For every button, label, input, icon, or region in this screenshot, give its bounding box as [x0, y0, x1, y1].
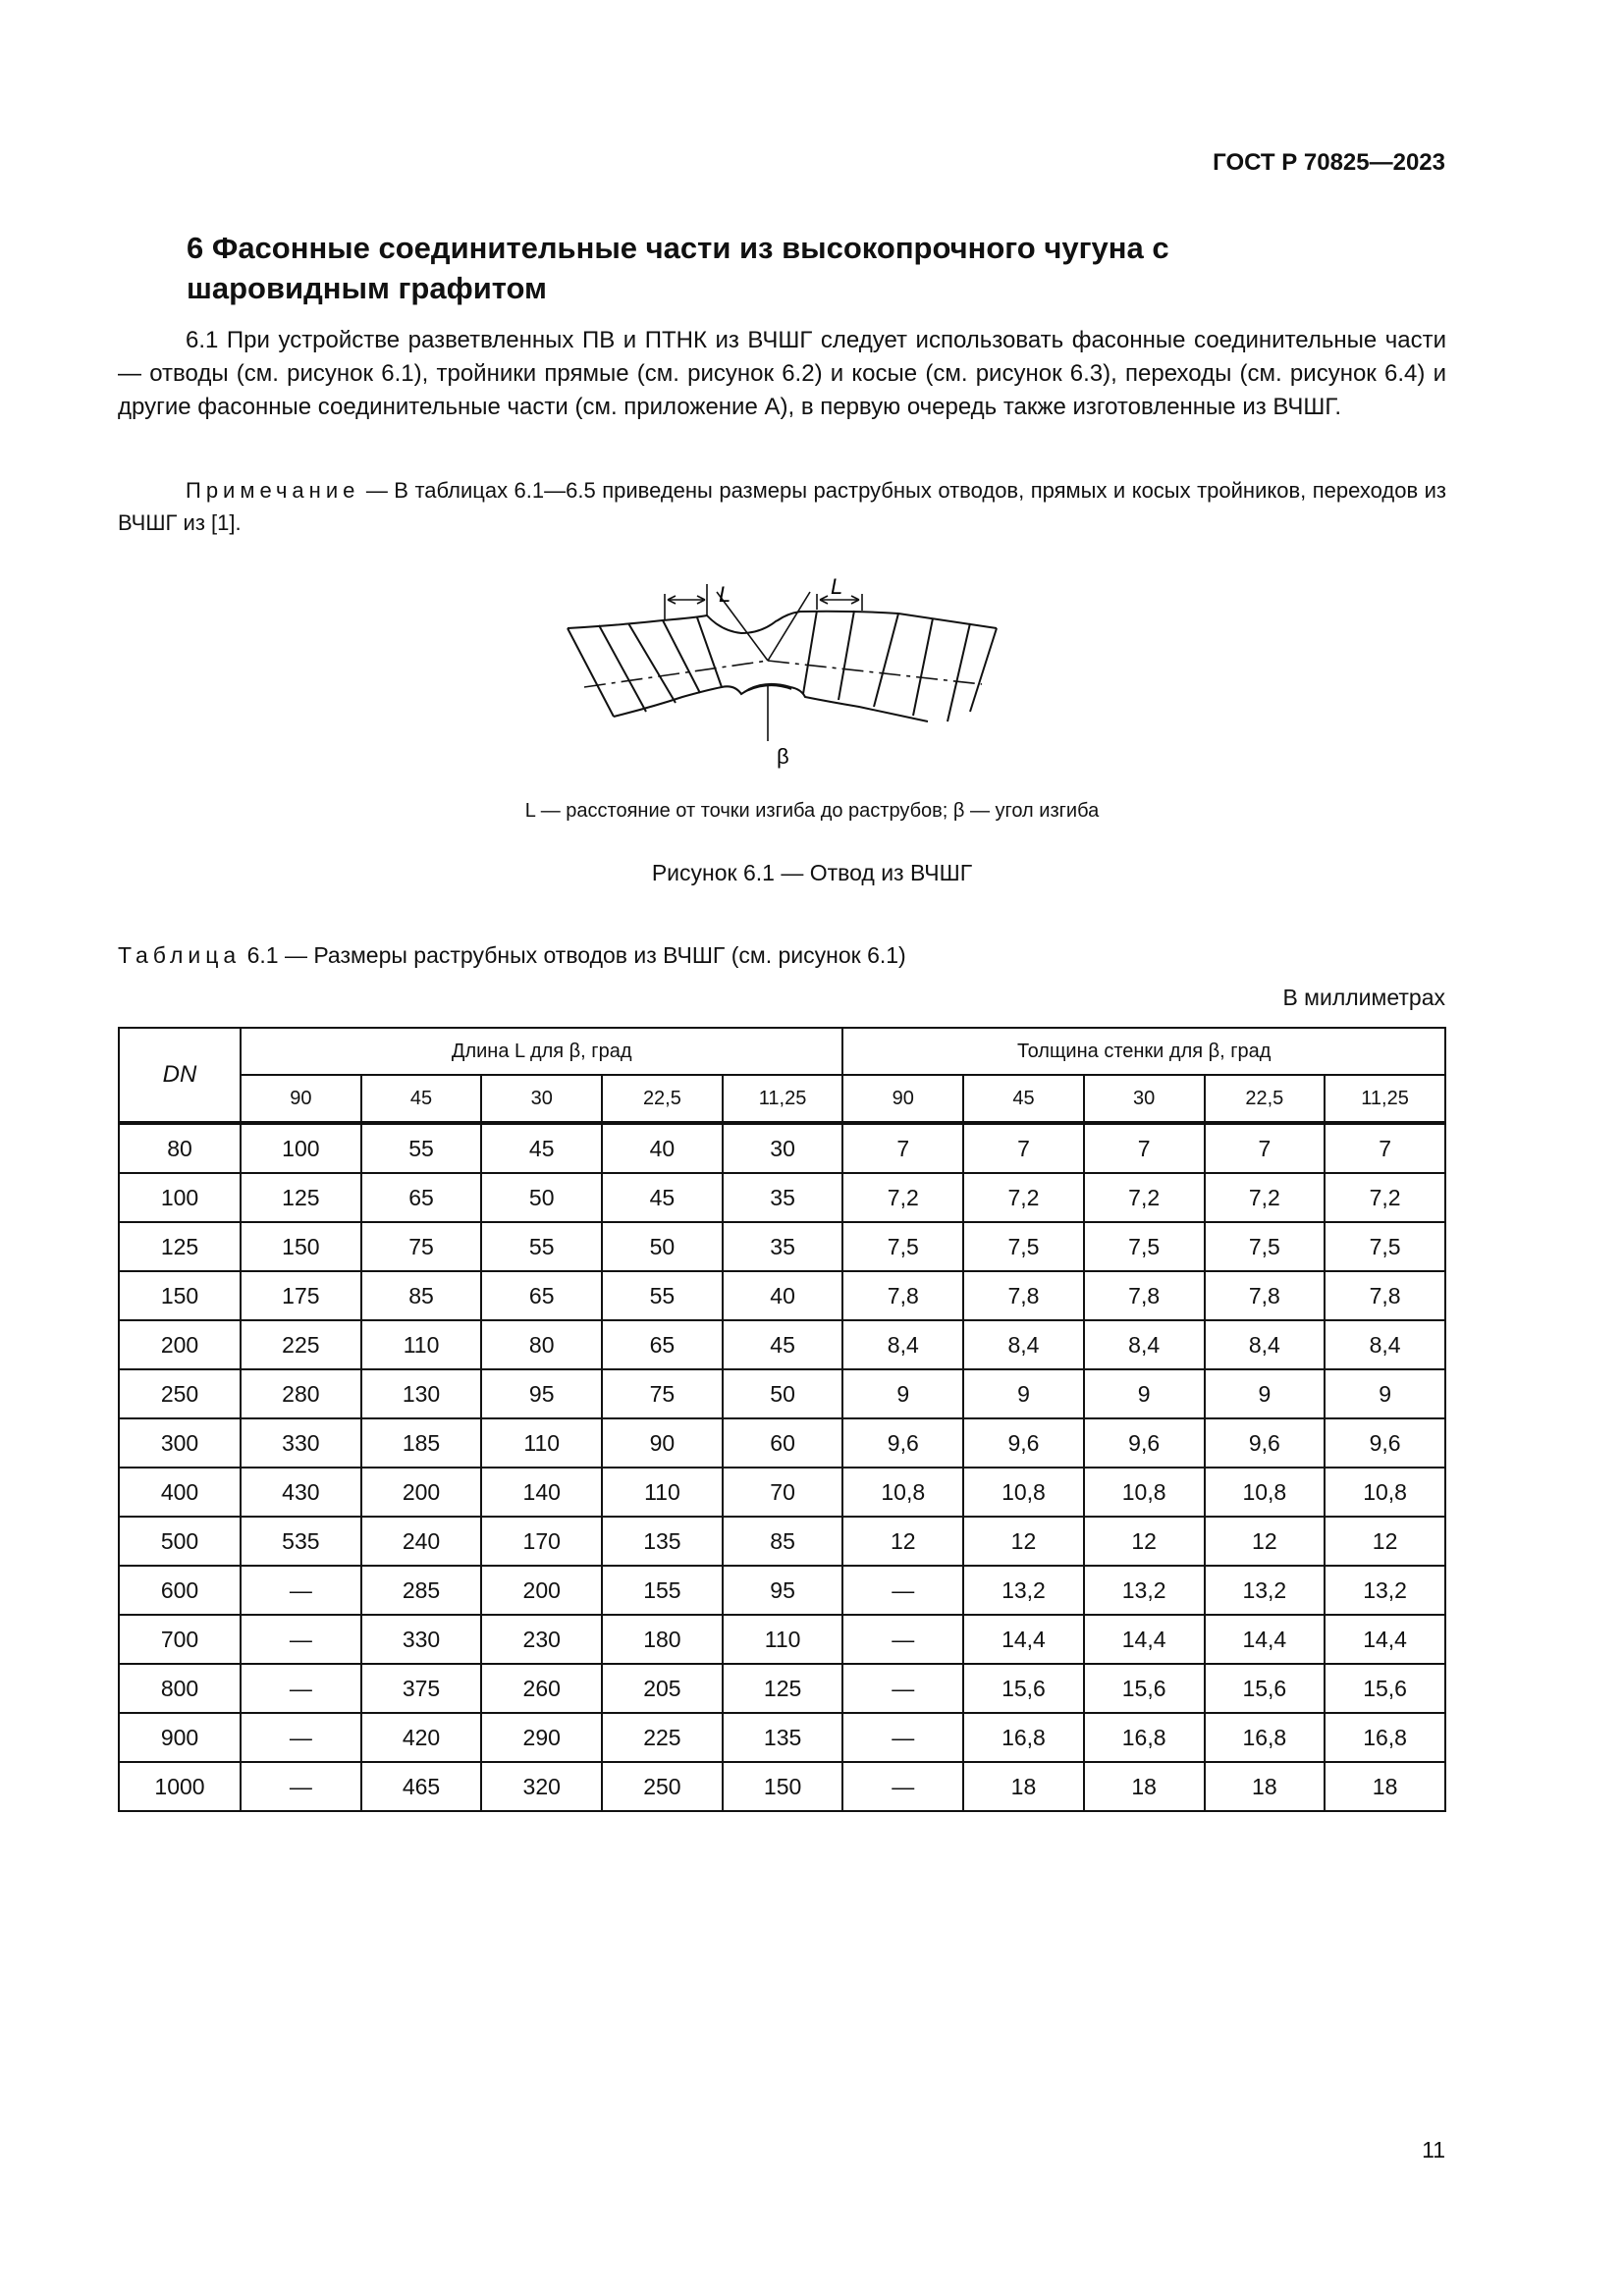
- angle-header: 22,5: [1205, 1075, 1326, 1123]
- table-cell: 135: [723, 1713, 843, 1762]
- table-cell: 15,6: [963, 1664, 1084, 1713]
- angle-header: 30: [481, 1075, 602, 1123]
- table-cell: 8,4: [1205, 1320, 1326, 1369]
- table-cell: 430: [241, 1468, 361, 1517]
- table-cell: 7,8: [842, 1271, 963, 1320]
- table-cell: 30: [723, 1123, 843, 1173]
- figure-legend: L — расстояние от точки изгиба до раструбов; β — угол изгиба: [524, 800, 1100, 822]
- table-cell: 10,8: [1325, 1468, 1445, 1517]
- table-cell: 14,4: [963, 1615, 1084, 1664]
- table-cell: 135: [602, 1517, 723, 1566]
- table-cell: 7,2: [1084, 1173, 1205, 1222]
- table-cell: 185: [361, 1418, 482, 1468]
- table-cell: 9: [1325, 1369, 1445, 1418]
- table-cell: 13,2: [1325, 1566, 1445, 1615]
- table-row: [119, 1123, 1445, 1173]
- table-cell: 10,8: [842, 1468, 963, 1517]
- table-cell: 9: [1205, 1369, 1326, 1418]
- table-cell: 12: [1084, 1517, 1205, 1566]
- table-cell: 13,2: [1205, 1566, 1326, 1615]
- table-cell: 35: [723, 1222, 843, 1271]
- table-cell: 150: [241, 1222, 361, 1271]
- table-cell: 290: [481, 1713, 602, 1762]
- axis-left: [584, 661, 768, 687]
- table-row: [119, 1517, 1445, 1566]
- table-cell: 7,5: [842, 1222, 963, 1271]
- table-cell: 85: [723, 1517, 843, 1566]
- table-cell: 9,6: [1084, 1418, 1205, 1468]
- dn-cell: 250: [119, 1369, 241, 1418]
- table-cell: 95: [481, 1369, 602, 1418]
- angle-header: 22,5: [602, 1075, 723, 1123]
- table-cell: 110: [723, 1615, 843, 1664]
- table-cell: 8,4: [842, 1320, 963, 1369]
- table-cell: 7,2: [963, 1173, 1084, 1222]
- table-cell: 10,8: [963, 1468, 1084, 1517]
- pipe-outline-bottom: [614, 684, 928, 721]
- table-cell: 45: [723, 1320, 843, 1369]
- table-cell: 7,2: [842, 1173, 963, 1222]
- table-cell: 8,4: [963, 1320, 1084, 1369]
- table-cell: 40: [723, 1271, 843, 1320]
- table-cell: 125: [723, 1664, 843, 1713]
- table-cell: 16,8: [963, 1713, 1084, 1762]
- table-cell: 55: [602, 1271, 723, 1320]
- table-cell: 125: [241, 1173, 361, 1222]
- table-row: [119, 1566, 1445, 1615]
- table-cell: 7: [963, 1123, 1084, 1173]
- table-cell: 9,6: [963, 1418, 1084, 1468]
- table-cell: 9: [963, 1369, 1084, 1418]
- table-cell: 7,8: [1325, 1271, 1445, 1320]
- table-cell: 65: [602, 1320, 723, 1369]
- dn-cell: 1000: [119, 1762, 241, 1811]
- table-cell: 12: [842, 1517, 963, 1566]
- angle-header: 90: [241, 1075, 361, 1123]
- table-row: [119, 1468, 1445, 1517]
- table-cell: 110: [602, 1468, 723, 1517]
- dn-cell: 500: [119, 1517, 241, 1566]
- table-cell: 18: [1325, 1762, 1445, 1811]
- table-cell: 50: [481, 1173, 602, 1222]
- table-cell: 8,4: [1084, 1320, 1205, 1369]
- table-cell: 90: [602, 1418, 723, 1468]
- table-row: [119, 1271, 1445, 1320]
- document-header: ГОСТ Р 70825—2023: [1213, 149, 1445, 176]
- table-cell: 140: [481, 1468, 602, 1517]
- table-cell: 7,2: [1325, 1173, 1445, 1222]
- table-cell: 225: [602, 1713, 723, 1762]
- table-cell: 60: [723, 1418, 843, 1468]
- table-row: [119, 1369, 1445, 1418]
- table-cell: 420: [361, 1713, 482, 1762]
- table-cell: 110: [481, 1418, 602, 1468]
- table-cell: 12: [963, 1517, 1084, 1566]
- table-cell: 55: [481, 1222, 602, 1271]
- table-cell: 180: [602, 1615, 723, 1664]
- angle-header: 90: [842, 1075, 963, 1123]
- table-cell: 7: [1325, 1123, 1445, 1173]
- dn-cell: 700: [119, 1615, 241, 1664]
- table-cell: 15,6: [1084, 1664, 1205, 1713]
- dn-cell: 800: [119, 1664, 241, 1713]
- table-row: [119, 1762, 1445, 1811]
- table-cell: 65: [481, 1271, 602, 1320]
- dn-cell: 125: [119, 1222, 241, 1271]
- table-cell: 330: [241, 1418, 361, 1468]
- table-cell: 9,6: [1205, 1418, 1326, 1468]
- table-row: [119, 1222, 1445, 1271]
- table-cell: —: [842, 1713, 963, 1762]
- table-cell: —: [241, 1664, 361, 1713]
- table-cell: 280: [241, 1369, 361, 1418]
- table-cell: —: [241, 1566, 361, 1615]
- table-row: [119, 1615, 1445, 1664]
- table-cell: 75: [602, 1369, 723, 1418]
- table-cell: 80: [481, 1320, 602, 1369]
- table-row: [119, 1173, 1445, 1222]
- table-cell: 95: [723, 1566, 843, 1615]
- label-L-right: L: [831, 574, 843, 599]
- axis-right: [768, 661, 982, 684]
- table-cell: 85: [361, 1271, 482, 1320]
- table-cell: 13,2: [963, 1566, 1084, 1615]
- table-cell: 7,8: [1205, 1271, 1326, 1320]
- table-cell: 7,5: [1205, 1222, 1326, 1271]
- table-cell: 330: [361, 1615, 482, 1664]
- table-cell: 225: [241, 1320, 361, 1369]
- paragraph-6-1: 6.1 При устройстве разветвленных ПВ и ПТНК из ВЧШГ следует использовать фасонные соединительные части — отводы (см. рисунок 6.1), тройники прямые (см. рисунок 6.2) и косые (см. рисунок 6.3), переходы (см. рисунок 6.4) и другие фасонные соединительные части (см. приложение А), в первую очередь также изготовленные из ВЧШГ.: [118, 327, 1446, 420]
- table-cell: —: [241, 1615, 361, 1664]
- angle-header: 30: [1084, 1075, 1205, 1123]
- table-cell: 200: [481, 1566, 602, 1615]
- table-cell: 240: [361, 1517, 482, 1566]
- table-cell: 18: [1205, 1762, 1326, 1811]
- table-cell: 250: [602, 1762, 723, 1811]
- table-cell: 100: [241, 1123, 361, 1173]
- angle-header: 11,25: [723, 1075, 843, 1123]
- table-cell: 14,4: [1325, 1615, 1445, 1664]
- table-cell: —: [842, 1762, 963, 1811]
- table-title-text: 6.1 — Размеры раструбных отводов из ВЧШГ (см. рисунок 6.1): [241, 942, 906, 968]
- table-cell: 230: [481, 1615, 602, 1664]
- bend-figure: [560, 574, 1011, 780]
- table-cell: 12: [1325, 1517, 1445, 1566]
- table-cell: 130: [361, 1369, 482, 1418]
- table-cell: 200: [361, 1468, 482, 1517]
- figure-caption: Рисунок 6.1 — Отвод из ВЧШГ: [651, 860, 973, 885]
- table-cell: 375: [361, 1664, 482, 1713]
- dn-cell: 80: [119, 1123, 241, 1173]
- wall-group-header: Толщина стенки для β, град: [842, 1028, 1445, 1075]
- table-cell: 13,2: [1084, 1566, 1205, 1615]
- table-cell: 16,8: [1325, 1713, 1445, 1762]
- table-cell: 9,6: [842, 1418, 963, 1468]
- table-title-label: Таблица: [118, 942, 242, 968]
- table-cell: 15,6: [1205, 1664, 1326, 1713]
- table-cell: 18: [963, 1762, 1084, 1811]
- length-group-header: Длина L для β, град: [241, 1028, 842, 1075]
- table-cell: —: [842, 1664, 963, 1713]
- table-row: [119, 1713, 1445, 1762]
- table-cell: 7,2: [1205, 1173, 1326, 1222]
- label-beta: β: [777, 744, 789, 769]
- table-cell: —: [842, 1566, 963, 1615]
- table-row: [119, 1320, 1445, 1369]
- table-cell: 150: [723, 1762, 843, 1811]
- table-cell: 16,8: [1084, 1713, 1205, 1762]
- dn-header: DN: [119, 1028, 241, 1123]
- table-row: [119, 1664, 1445, 1713]
- dn-cell: 400: [119, 1468, 241, 1517]
- table-cell: 45: [481, 1123, 602, 1173]
- table-cell: 10,8: [1205, 1468, 1326, 1517]
- table-cell: 7: [1084, 1123, 1205, 1173]
- table-cell: 7,8: [963, 1271, 1084, 1320]
- page-number: 11: [1422, 2137, 1445, 2163]
- dn-cell: 600: [119, 1566, 241, 1615]
- table-cell: 285: [361, 1566, 482, 1615]
- table-cell: 12: [1205, 1517, 1326, 1566]
- dn-cell: 200: [119, 1320, 241, 1369]
- table-cell: 15,6: [1325, 1664, 1445, 1713]
- section-title: 6 Фасонные соединительные части из высокопрочного чугуна с шаровидным графитом: [187, 231, 1169, 305]
- table-cell: 9: [842, 1369, 963, 1418]
- table-cell: 170: [481, 1517, 602, 1566]
- table-cell: 7,5: [1084, 1222, 1205, 1271]
- table-cell: 50: [723, 1369, 843, 1418]
- table-cell: 14,4: [1205, 1615, 1326, 1664]
- table-cell: 9,6: [1325, 1418, 1445, 1468]
- table-cell: 7,5: [1325, 1222, 1445, 1271]
- table-cell: 8,4: [1325, 1320, 1445, 1369]
- table-cell: 320: [481, 1762, 602, 1811]
- angle-header: 45: [963, 1075, 1084, 1123]
- table-cell: 7,5: [963, 1222, 1084, 1271]
- label-L-left: L: [719, 582, 731, 607]
- note: [118, 474, 1446, 539]
- table-row: [119, 1418, 1445, 1468]
- table-cell: 50: [602, 1222, 723, 1271]
- table-cell: 10,8: [1084, 1468, 1205, 1517]
- dn-cell: 300: [119, 1418, 241, 1468]
- table-cell: 75: [361, 1222, 482, 1271]
- table-cell: 70: [723, 1468, 843, 1517]
- table-cell: 7,8: [1084, 1271, 1205, 1320]
- table-cell: 9: [1084, 1369, 1205, 1418]
- table-cell: 45: [602, 1173, 723, 1222]
- table-cell: —: [241, 1713, 361, 1762]
- table-cell: 260: [481, 1664, 602, 1713]
- dimensions-table: [118, 1027, 1446, 1812]
- table-cell: 7: [1205, 1123, 1326, 1173]
- dn-cell: 900: [119, 1713, 241, 1762]
- table-cell: —: [241, 1762, 361, 1811]
- table-title: [118, 942, 906, 969]
- table-cell: 14,4: [1084, 1615, 1205, 1664]
- table-cell: 16,8: [1205, 1713, 1326, 1762]
- table-cell: 65: [361, 1173, 482, 1222]
- note-text: — В таблицах 6.1—6.5 приведены размеры раструбных отводов, прямых и косых тройников, переходов из ВЧШГ из [1].: [118, 478, 1446, 535]
- table-cell: 535: [241, 1517, 361, 1566]
- table-cell: 18: [1084, 1762, 1205, 1811]
- table-cell: —: [842, 1615, 963, 1664]
- table-cell: 155: [602, 1566, 723, 1615]
- table-units: В миллиметрах: [1282, 985, 1445, 1010]
- table-cell: 40: [602, 1123, 723, 1173]
- dn-cell: 100: [119, 1173, 241, 1222]
- dn-cell: 150: [119, 1271, 241, 1320]
- table-cell: 175: [241, 1271, 361, 1320]
- table-cell: 7: [842, 1123, 963, 1173]
- table-cell: 110: [361, 1320, 482, 1369]
- table-cell: 55: [361, 1123, 482, 1173]
- table-cell: 465: [361, 1762, 482, 1811]
- table-cell: 205: [602, 1664, 723, 1713]
- angle-header: 11,25: [1325, 1075, 1445, 1123]
- note-label: Примечание: [186, 478, 360, 503]
- angle-header: 45: [361, 1075, 482, 1123]
- table-cell: 35: [723, 1173, 843, 1222]
